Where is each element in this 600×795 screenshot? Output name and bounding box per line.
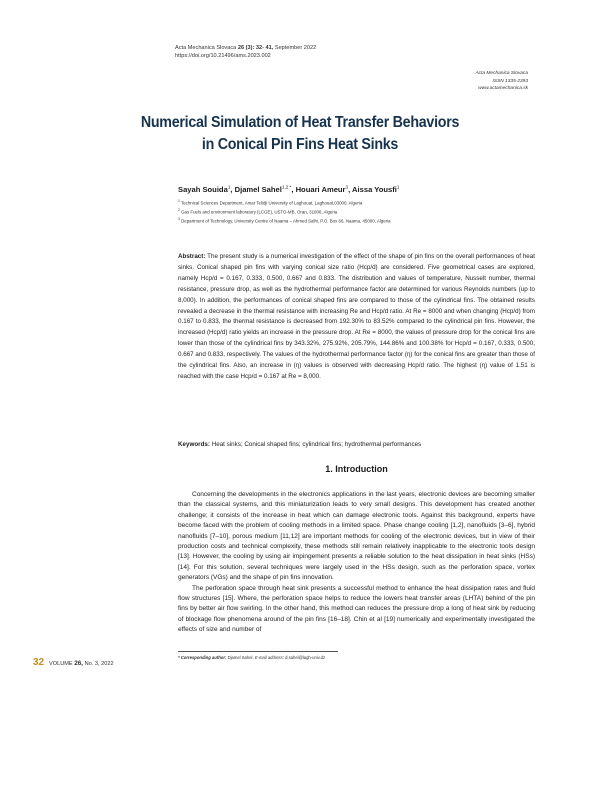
author: Djamel Sahel$^{1,2 *}$, [234, 184, 296, 194]
volume-issue: 26 (3): 32- 41, [237, 45, 274, 51]
intro-paragraph-2: The perforation space through heat sink presents a successful method to enhance the heat dissipation rates and fluid flow structures [15]. Where, the perforation space helps to reduce the lowers heat transfer areas (LHTA) behind of the pin fins by better air flow swirling. In the other hand, this method can reduces the pressure drop a long of heat sink by reducing of blockage flow phenomena around of the pin fins [16–18]. Chin et al [19] numerically and experimentally investigated the effects of size and number of [178, 584, 535, 634]
author: Aissa Yousfi$^1$ [352, 184, 400, 194]
keywords [178, 440, 535, 449]
footnote-author: Djamel Sahel, [227, 655, 254, 660]
footnote-email[interactable]: d.sahel@lagh-univ.dz [285, 655, 326, 660]
paper-title [116, 112, 484, 156]
intro-paragraph-1: Concerning the developments in the electronics applications in the last years, electronic devices are becoming smaller than the classical systems, and this miniaturization leads to very small designs. This development has created another challenge; it consists of the increase in heat which can damage electronic tools. Against this background, experts have become faced with the problem of cooling methods in a limited space. Phase change cooling [1,2], nanofluids [3–6], hybrid nanofluids [7–10], porous medium [11,12] are important methods for cooling of the electronic devices, but in view of their production costs and technical complexity, these methods still remain relatively inapplicable to the electronic tools design [13]. However, the cooling by using air impingement presents a reliable solution to the heat dissipation in heat sinks (HSs) [14]. For this solution, several techniques were largely used in the HSs design, such as the perforation space, vortex generators (VGs) and the shape of pin fins innovation. [178, 491, 535, 582]
introduction-body [178, 490, 535, 636]
title-line-2: in Conical Pin Fins Heat Sinks [201, 136, 399, 153]
section-heading: 1. Introduction [325, 464, 388, 474]
volume-number: 26, [74, 660, 84, 667]
author: Houari Ameur$^3$, [295, 184, 353, 194]
publication-date: September 2022 [274, 45, 317, 51]
abstract-text: The present study is a numerical investigation of the effect of the shape of pin fins on the overall performances of heat sinks. Conical shaped pin fins with varying conical size ratio (Hcp/d) are considered. Five geometrical cases are explored, namely Hcp/d = 0.167, 0.333, 0.500, 0.667 and 0.833. The distribution and values of temperature, Nusselt number, thermal resistance, pressure drop, as well as the hydrothermal performance factor are determined for various Reynolds numbers (up to 8,000). In addition, the performances of conical shaped fins are compared to those of the cylindrical fins. The obtained results revealed a decrease in the thermal resistance with increasing Re and Hcp/d ratio. At Re = 8000 and when changing (Hcp/d) from 0.167 to 0.833, the thermal resistance is decreased from 192.30% to 83.52% compared to the cylindrical pin fins. However, the increased (Hcp/d) ratio yields an increase in the pressure drop. At Re = 8000, the values of pressure drop for the conical fins are lower than those of the cylindrical fins by 343.32%, 275.92%, 205.79%, 144.86% and 100.38% for Hcp/d = 0.167, 0.333, 0.500, 0.667 and 0.833, respectively. The values of the hydrothermal performance factor (η) for the conical fins are greater than those of the cylindrical fins. Also, an increase in (η) values is observed with decreasing Hcp/d ratio. The highest (η) value of 1.51 is reached with the case Hcp/d = 0.167 at Re = 8,000. [178, 253, 535, 380]
side-journal: Acta Mechanica Slovaca [475, 71, 528, 76]
side-website[interactable]: www.actamechanica.sk [478, 86, 528, 91]
affiliation: $^1$ Technical Sciences Department, Amar Telidji University of Laghouat, Laghouat,03000, Algeria [178, 199, 363, 206]
volume-info [49, 660, 114, 667]
doi-link[interactable]: https://doi.org/10.21496/ams.2023.002 [175, 53, 271, 59]
footnote-divider [178, 651, 338, 652]
affiliations [178, 198, 391, 225]
journal-name: Acta Mechanica Slovaca [175, 45, 237, 51]
affiliation: $^2$ Gas Fuels and environment laboratory (LCGE), USTO-MB, Oran, 31000, Algeria [178, 207, 338, 215]
issue-number: No. 3, 2022 [84, 661, 114, 667]
author: Sayah Souida$^1$, [178, 184, 235, 194]
author-list [178, 184, 399, 194]
abstract-label: Abstract: [178, 253, 206, 260]
volume-label: VOLUME [49, 661, 73, 667]
journal-header [175, 44, 316, 60]
journal-side-info [475, 70, 528, 93]
title-line-1: Numerical Simulation of Heat Transfer Behaviors [140, 114, 460, 131]
keywords-label: Keywords: [178, 441, 210, 448]
page-number: 32 [33, 657, 45, 668]
corresponding-author-footnote [178, 655, 325, 660]
abstract [178, 252, 535, 383]
keywords-text: Heat sinks; Conical shaped fins; cylindrical fins; hydrothermal performances [211, 441, 422, 448]
footnote-email-label: E-mail address: [254, 655, 284, 660]
footnote-label: * Corresponding author: [178, 655, 227, 660]
side-issn: ISSN 1335-2393 [492, 78, 528, 84]
affiliation: $^3$ Department of Technology, University Centre of Naama – Ahmed Salhi, P.O. Box 66, Naama, 45000, Algeria [178, 216, 391, 224]
